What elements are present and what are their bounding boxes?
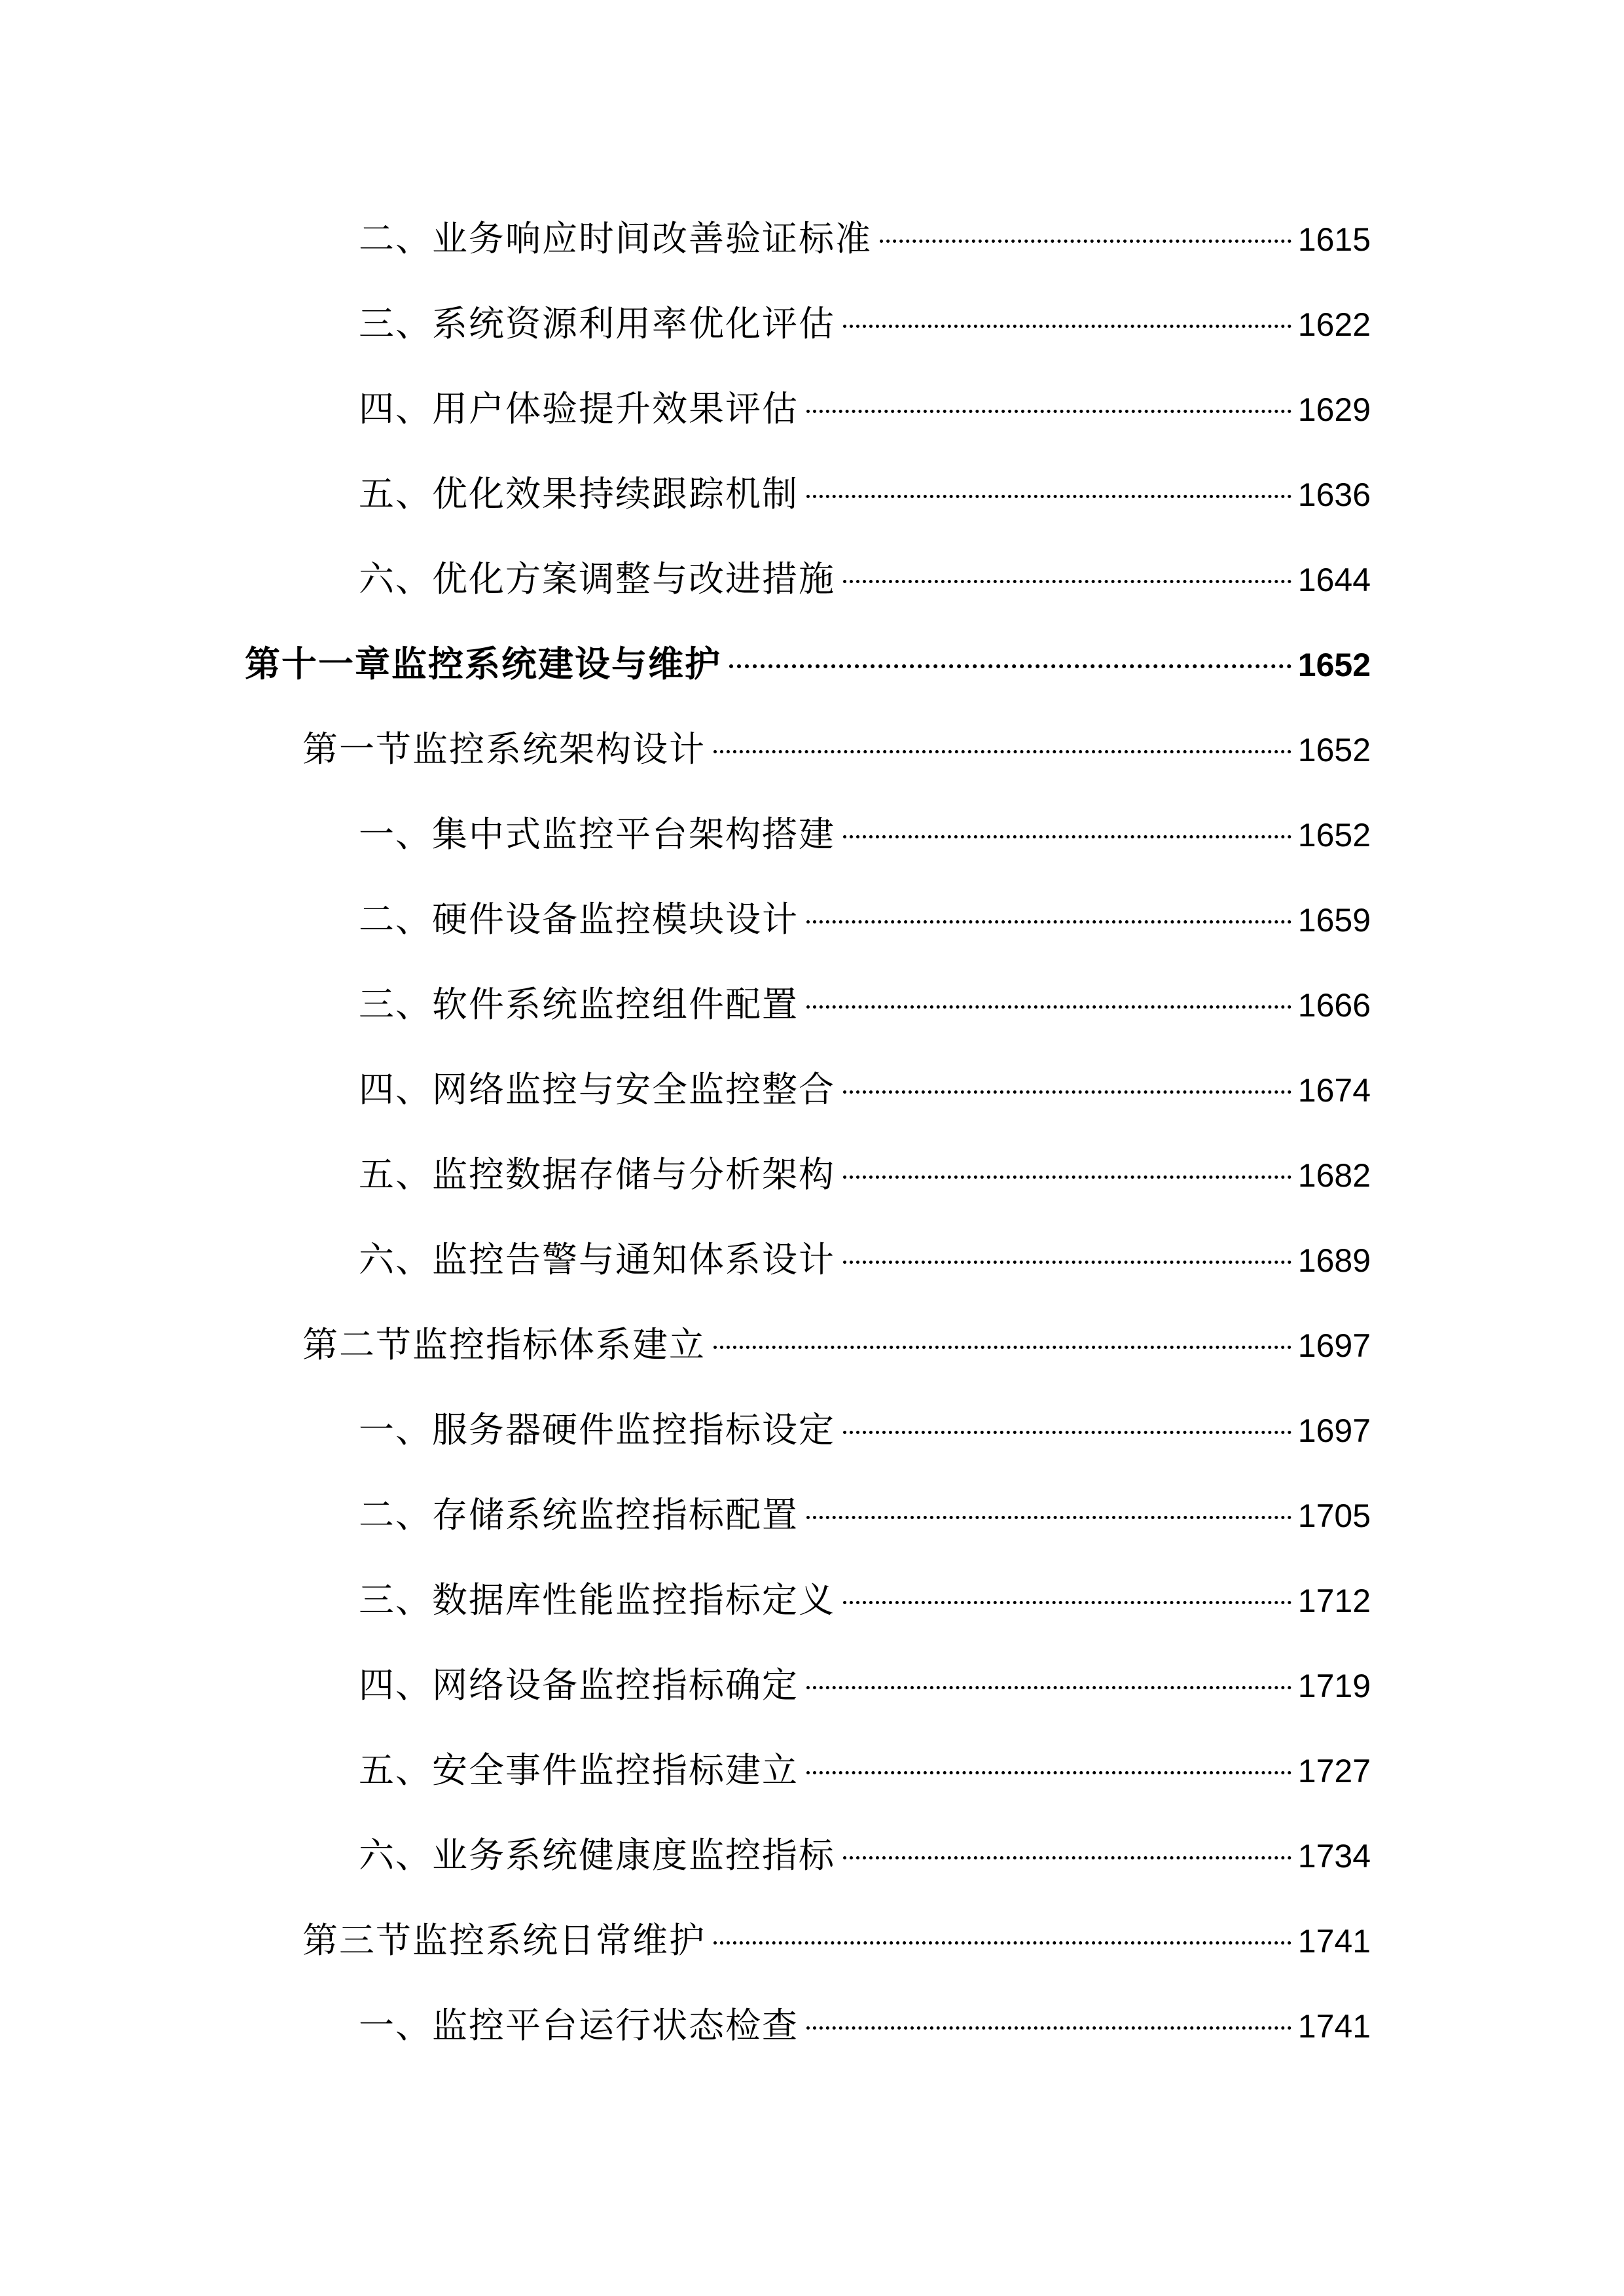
toc-entry-item[interactable] bbox=[359, 884, 1371, 956]
toc-page-number: 1689 bbox=[1297, 1242, 1371, 1279]
dot-leader bbox=[806, 920, 1291, 924]
toc-entry-item[interactable] bbox=[359, 1394, 1371, 1466]
toc-entry-item[interactable] bbox=[359, 1734, 1371, 1806]
toc-page-number: 1682 bbox=[1297, 1157, 1371, 1194]
toc-page-number: 1741 bbox=[1297, 1923, 1371, 1960]
toc-entry-title: 第二节监控指标体系建立 bbox=[302, 1324, 706, 1365]
dot-leader bbox=[806, 1686, 1291, 1689]
dot-leader bbox=[843, 1601, 1291, 1604]
toc-entry-item[interactable] bbox=[359, 458, 1371, 530]
toc-page-number: 1652 bbox=[1297, 817, 1371, 853]
toc-page-number: 1697 bbox=[1297, 1412, 1371, 1449]
dot-leader bbox=[806, 1516, 1291, 1519]
dot-leader bbox=[843, 325, 1291, 328]
dot-leader bbox=[806, 1005, 1291, 1009]
dot-leader bbox=[843, 580, 1291, 583]
dot-leader bbox=[843, 1175, 1291, 1179]
toc-entry-title: 一、集中式监控平台架构搭建 bbox=[359, 814, 835, 855]
toc-entry-item[interactable] bbox=[359, 1139, 1371, 1211]
toc-page-number: 1659 bbox=[1297, 902, 1371, 939]
toc-entry-section[interactable] bbox=[302, 713, 1371, 785]
toc-entry-item[interactable] bbox=[359, 1564, 1371, 1636]
toc-entry-item[interactable] bbox=[359, 1479, 1371, 1551]
dot-leader bbox=[806, 1771, 1291, 1774]
toc-entry-section[interactable] bbox=[302, 1905, 1371, 1977]
toc-page-number: 1674 bbox=[1297, 1072, 1371, 1109]
toc-entry-section[interactable] bbox=[302, 1309, 1371, 1381]
toc-entry-title: 六、监控告警与通知体系设计 bbox=[359, 1239, 835, 1280]
toc-entry-title: 六、优化方案调整与改进措施 bbox=[359, 558, 835, 600]
toc-page-number: 1741 bbox=[1297, 2008, 1371, 2045]
dot-leader bbox=[713, 750, 1291, 753]
toc-page-number: 1666 bbox=[1297, 987, 1371, 1024]
toc-entry-title: 二、业务响应时间改善验证标准 bbox=[359, 218, 872, 259]
toc-page-number: 1652 bbox=[1297, 732, 1371, 768]
toc-entry-title: 四、网络监控与安全监控整合 bbox=[359, 1069, 835, 1110]
toc-entry-item[interactable] bbox=[359, 373, 1371, 445]
toc-entry-item[interactable] bbox=[359, 798, 1371, 870]
toc-entry-item[interactable] bbox=[359, 1649, 1371, 1721]
dot-leader bbox=[843, 1261, 1291, 1264]
dot-leader bbox=[843, 1431, 1291, 1434]
toc-entry-title: 第十一章监控系统建设与维护 bbox=[245, 643, 721, 685]
dot-leader bbox=[806, 495, 1291, 498]
toc-entry-title: 四、网络设备监控指标确定 bbox=[359, 1664, 799, 1706]
toc-page-number: 1652 bbox=[1297, 647, 1371, 683]
toc-page-number: 1697 bbox=[1297, 1327, 1371, 1364]
toc-page-number: 1727 bbox=[1297, 1753, 1371, 1789]
toc-entry-title: 一、监控平台运行状态检查 bbox=[359, 2005, 799, 2046]
toc-entry-title: 三、数据库性能监控指标定义 bbox=[359, 1579, 835, 1621]
dot-leader bbox=[713, 1346, 1291, 1349]
dot-leader bbox=[843, 835, 1291, 838]
toc-entry-item[interactable] bbox=[359, 543, 1371, 615]
toc-entry-title: 三、软件系统监控组件配置 bbox=[359, 984, 799, 1025]
toc-entry-item[interactable] bbox=[359, 1224, 1371, 1296]
toc-entry-item[interactable] bbox=[359, 288, 1371, 360]
dot-leader bbox=[880, 240, 1291, 243]
toc-page-number: 1629 bbox=[1297, 391, 1371, 428]
toc-page-number: 1615 bbox=[1297, 221, 1371, 258]
toc-page-number: 1644 bbox=[1297, 562, 1371, 598]
toc-entry-item[interactable] bbox=[359, 1820, 1371, 1892]
toc-entry-chapter[interactable] bbox=[245, 628, 1371, 700]
toc-page-number: 1734 bbox=[1297, 1838, 1371, 1874]
toc-entry-item[interactable] bbox=[359, 969, 1371, 1041]
dot-leader bbox=[806, 2026, 1291, 2030]
toc-entry-item[interactable] bbox=[359, 1054, 1371, 1126]
toc-entry-title: 一、服务器硬件监控指标设定 bbox=[359, 1409, 835, 1450]
toc-page-number: 1636 bbox=[1297, 476, 1371, 513]
toc-entry-title: 二、存储系统监控指标配置 bbox=[359, 1494, 799, 1535]
toc-entry-title: 六、业务系统健康度监控指标 bbox=[359, 1835, 835, 1876]
toc-page-number: 1712 bbox=[1297, 1583, 1371, 1619]
toc-entry-title: 三、系统资源利用率优化评估 bbox=[359, 303, 835, 344]
toc-page-number: 1622 bbox=[1297, 306, 1371, 343]
dot-leader bbox=[806, 410, 1291, 413]
toc-entry-title: 二、硬件设备监控模块设计 bbox=[359, 899, 799, 940]
toc-entry-title: 五、优化效果持续跟踪机制 bbox=[359, 473, 799, 514]
dot-leader bbox=[843, 1090, 1291, 1094]
toc-entry-title: 五、安全事件监控指标建立 bbox=[359, 1749, 799, 1791]
toc-page-number: 1705 bbox=[1297, 1498, 1371, 1534]
toc-entry-title: 五、监控数据存储与分析架构 bbox=[359, 1154, 835, 1195]
toc-entry-title: 四、用户体验提升效果评估 bbox=[359, 388, 799, 429]
toc-entry-title: 第三节监控系统日常维护 bbox=[302, 1920, 706, 1961]
toc-entry-item[interactable] bbox=[359, 1990, 1371, 2062]
toc-page-number: 1719 bbox=[1297, 1668, 1371, 1704]
toc-entry-item[interactable] bbox=[359, 203, 1371, 275]
toc-entry-title: 第一节监控系统架构设计 bbox=[302, 728, 706, 770]
dot-leader bbox=[843, 1856, 1291, 1859]
dot-leader bbox=[729, 664, 1291, 668]
dot-leader bbox=[713, 1941, 1291, 1945]
